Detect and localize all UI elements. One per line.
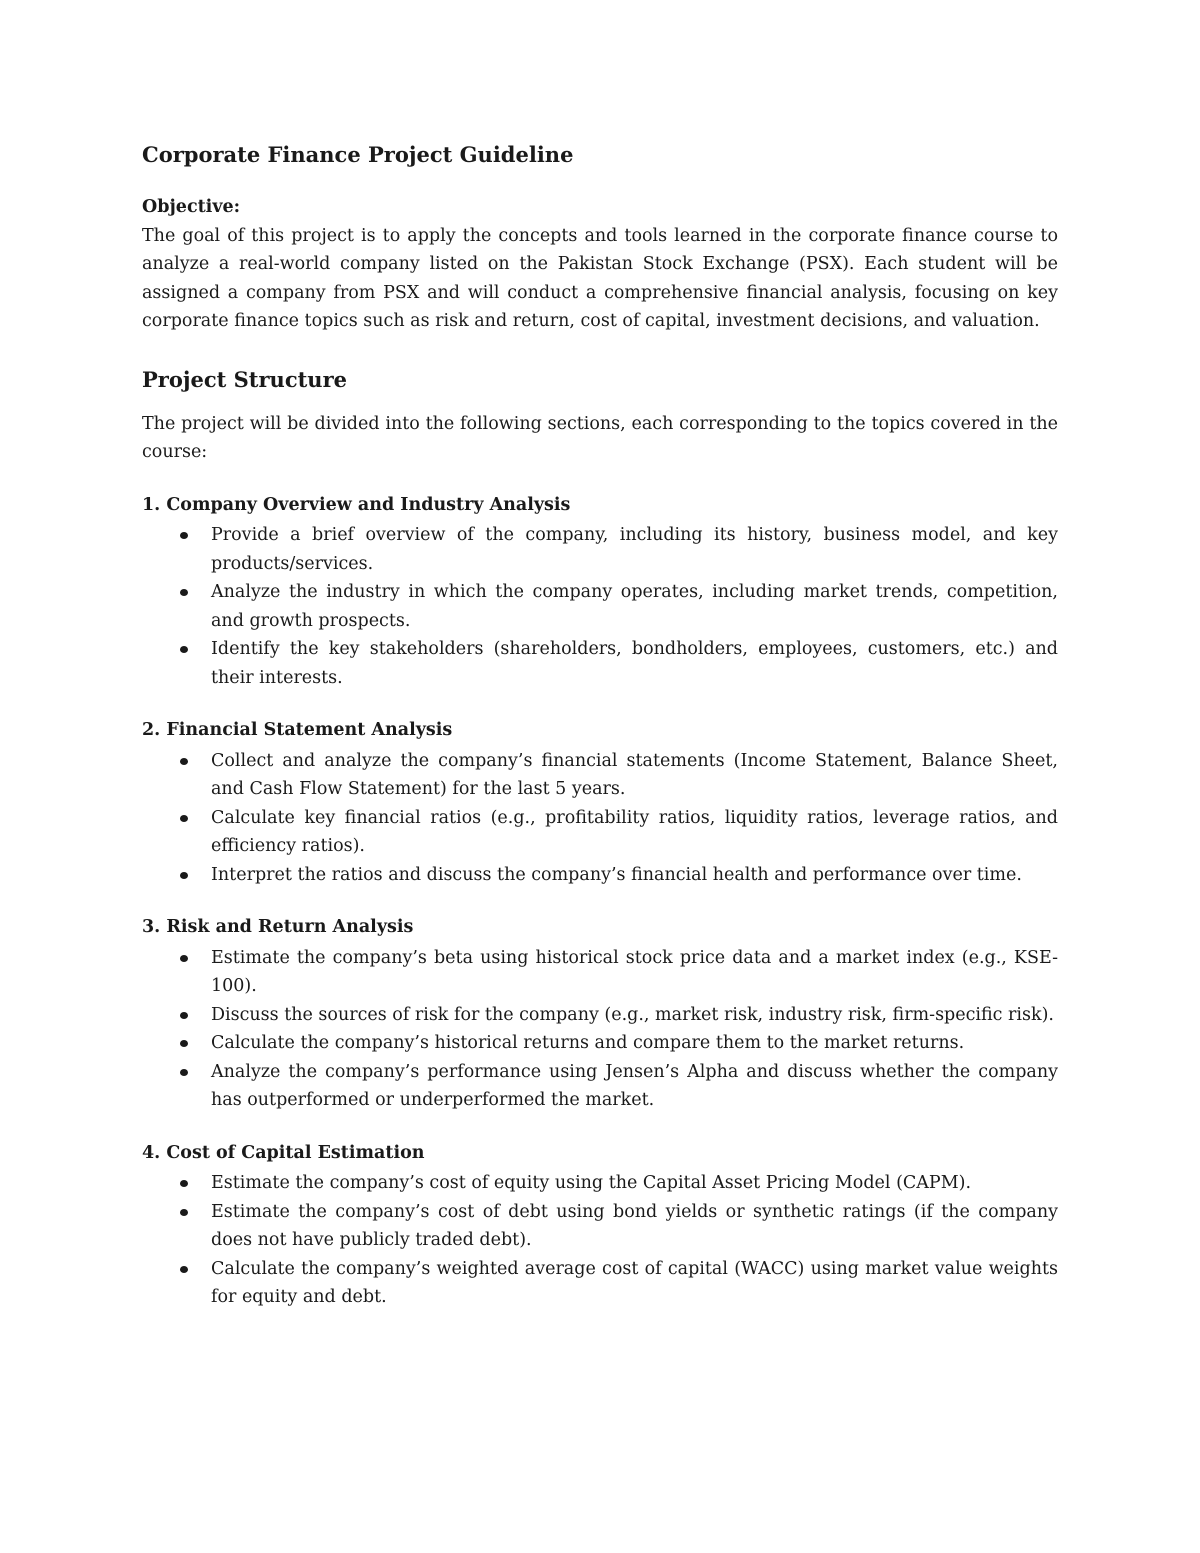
section-4 [142, 1139, 1058, 1312]
section-3 [142, 913, 1058, 1115]
bullet-dot-icon [180, 1180, 188, 1187]
bullet-text: Estimate the company’s cost of debt using bond yields or synthetic ratings (if the company does not have publicly traded debt). [211, 1201, 1058, 1250]
bullet-dot-icon [180, 815, 188, 822]
bullet-text: Calculate the company’s historical returns and compare them to the market returns. [211, 1033, 965, 1053]
section-heading: 1. Company Overview and Industry Analysis [142, 494, 571, 515]
project-structure-intro: The project will be divided into the following sections, each corresponding to the topics covered in the course: [142, 413, 1058, 462]
bullet-dot-icon [180, 532, 188, 539]
bullet-text: Discuss the sources of risk for the company (e.g., market risk, industry risk, firm-specific risk). [211, 1004, 1054, 1025]
bullet-dot-icon [180, 1012, 188, 1019]
document-title: Corporate Finance Project Guideline [142, 142, 574, 167]
section-heading: 2. Financial Statement Analysis [142, 720, 453, 740]
bullet-dot-icon [180, 589, 188, 596]
bullet-text: Estimate the company’s cost of equity using the Capital Asset Pricing Model (CAPM). [211, 1173, 972, 1193]
bullet-dot-icon [180, 646, 188, 653]
section-heading: 4. Cost of Capital Estimation [142, 1142, 425, 1163]
bullet-dot-icon [180, 1266, 188, 1273]
bullet-item [142, 1255, 1058, 1312]
bullet-text: Calculate the company’s weighted average cost of capital (WACC) using market value weights for equity and debt. [211, 1258, 1058, 1307]
bullet-item [142, 1029, 1058, 1058]
bullet-item [142, 861, 1058, 890]
bullet-text: Analyze the industry in which the company operates, including market trends, competition, and growth prospects. [211, 582, 1058, 631]
section-2 [142, 716, 1058, 889]
bullet-text: Estimate the company’s beta using historical stock price data and a market index (e.g., KSE-100). [211, 947, 1058, 996]
bullet-item [142, 804, 1058, 861]
section-1 [142, 491, 1058, 693]
bullet-list [142, 747, 1058, 890]
bullet-list [142, 521, 1058, 692]
sections-container [142, 491, 1058, 1312]
bullet-item [142, 578, 1058, 635]
project-structure-heading: Project Structure [142, 366, 347, 392]
bullet-item [142, 1001, 1058, 1030]
bullet-dot-icon [180, 872, 188, 879]
objective-label: Objective: [142, 197, 241, 217]
bullet-item [142, 747, 1058, 804]
bullet-dot-icon [180, 1069, 188, 1076]
section-heading: 3. Risk and Return Analysis [142, 917, 414, 937]
bullet-text: Provide a brief overview of the company, including its history, business model, and key products/services. [211, 525, 1058, 574]
bullet-list [142, 1169, 1058, 1312]
bullet-dot-icon [180, 1040, 188, 1047]
bullet-item [142, 1169, 1058, 1198]
bullet-item [142, 521, 1058, 578]
bullet-text: Analyze the company’s performance using Jensen’s Alpha and discuss whether the company has outperformed or underperformed the market. [211, 1061, 1058, 1110]
bullet-dot-icon [180, 1209, 188, 1216]
bullet-item [142, 944, 1058, 1001]
objective-text: The goal of this project is to apply the concepts and tools learned in the corporate finance course to analyze a real-world company listed on the Pakistan Stock Exchange (PSX). Each student will be assigned a company from PSX and will conduct a comprehensive financial analysis, focusing on key corporate finance topics such as risk and return, cost of capital, investment decisions, and valuation. [142, 225, 1058, 331]
bullet-list [142, 944, 1058, 1115]
bullet-item [142, 1058, 1058, 1115]
bullet-dot-icon [180, 955, 188, 962]
bullet-dot-icon [180, 758, 188, 765]
bullet-text: Collect and analyze the company’s financial statements (Income Statement, Balance Sheet, and Cash Flow Statement) for the last 5 years. [211, 750, 1058, 799]
bullet-item [142, 635, 1058, 692]
bullet-text: Identify the key stakeholders (shareholders, bondholders, employees, customers, etc.) and their interests. [211, 639, 1058, 688]
bullet-item [142, 1198, 1058, 1255]
bullet-text: Interpret the ratios and discuss the company’s financial health and performance over time. [211, 864, 1022, 885]
bullet-text: Calculate key financial ratios (e.g., profitability ratios, liquidity ratios, leverage ratios, and efficiency ratios). [211, 807, 1058, 856]
